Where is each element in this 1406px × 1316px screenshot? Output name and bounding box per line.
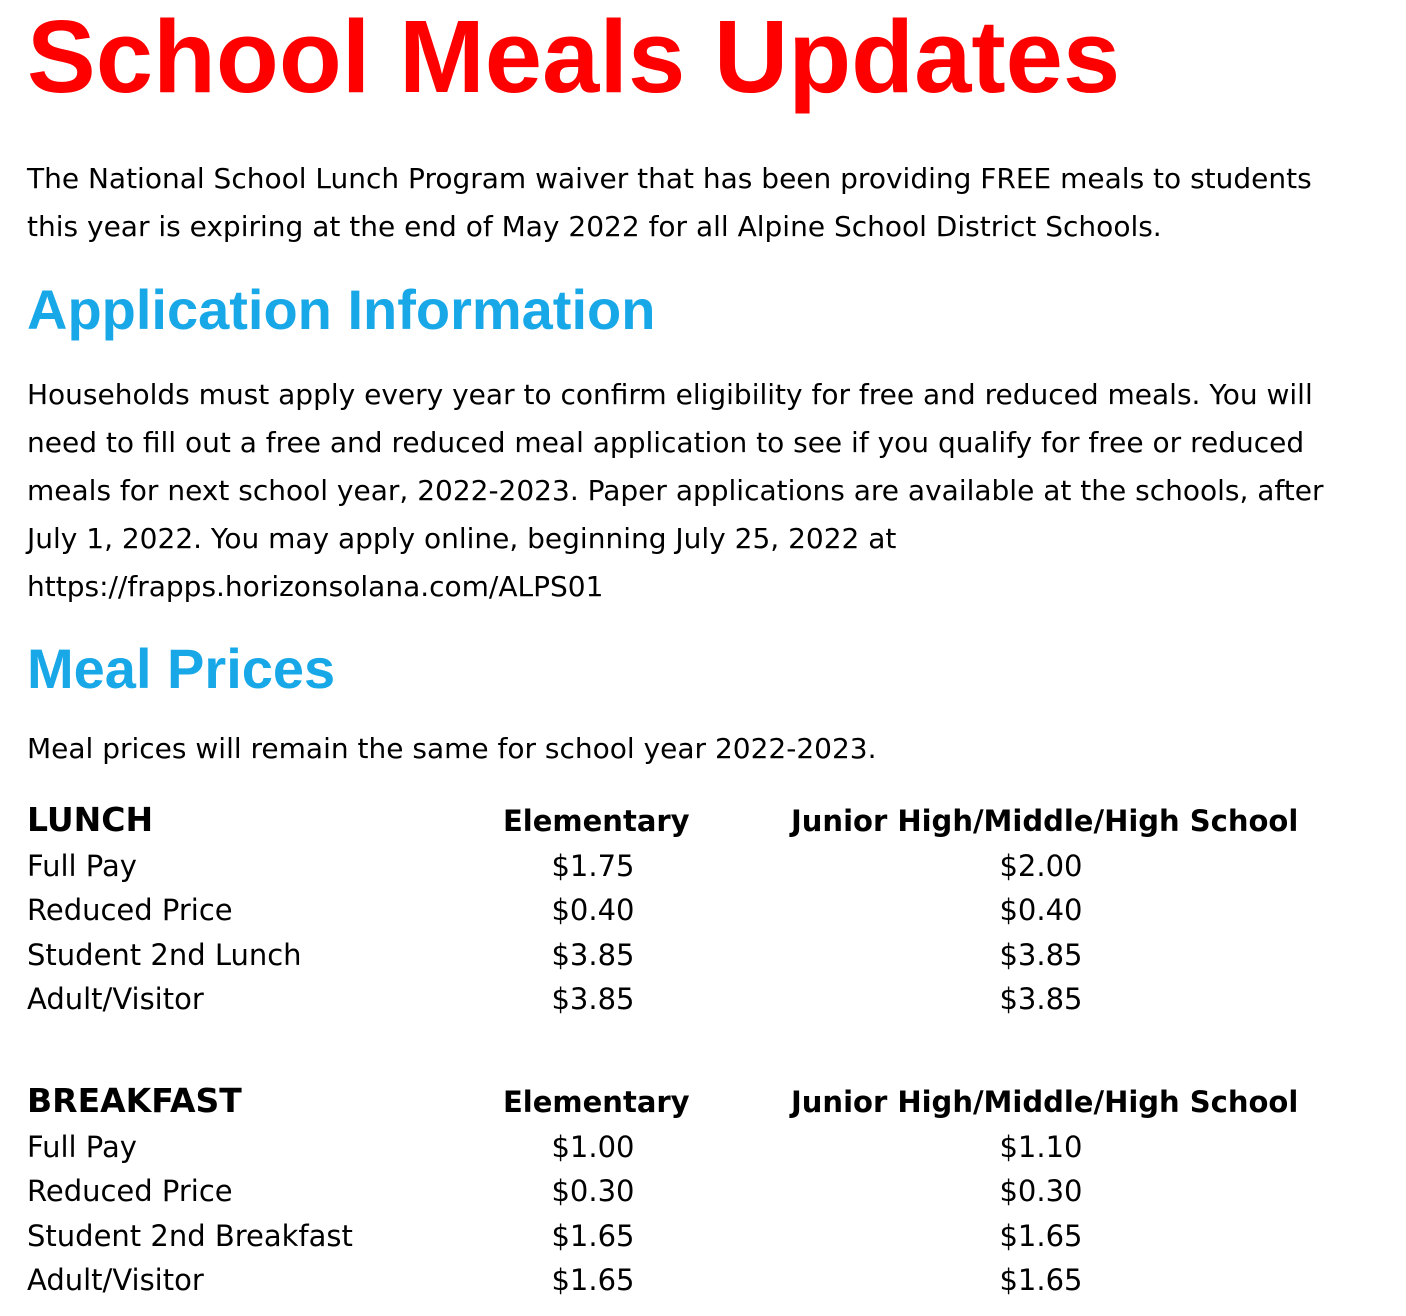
breakfast-header-row: [27, 1081, 1397, 1130]
row-label: Full Pay: [27, 848, 137, 883]
junior-high-price: $1.10: [999, 1129, 1083, 1164]
breakfast-elementary-header: Elementary: [503, 1085, 690, 1119]
meal-prices-note-text: Meal prices will remain the same for school year 2022-2023.: [27, 732, 877, 765]
table-row: [27, 893, 1397, 938]
table-row: [27, 982, 1397, 1027]
row-label: Reduced Price: [27, 1174, 233, 1208]
row-label: Full Pay: [27, 1129, 137, 1164]
lunch-header-row: [27, 800, 1397, 849]
row-label: Student 2nd Lunch: [27, 937, 302, 972]
row-label: Student 2nd Breakfast: [27, 1218, 353, 1253]
elementary-price: $1.00: [551, 1129, 635, 1164]
table-row: [27, 849, 1397, 894]
breakfast-junior-high-header: Junior High/Middle/High School: [791, 1085, 1299, 1119]
application-line: meals for next school year, 2022-2023. Paper applications are available at the schools, after: [27, 474, 1324, 507]
intro-line: this year is expiring at the end of May 2022 for all Alpine School District Schools.: [27, 210, 1162, 243]
application-paragraph: [27, 371, 1324, 611]
elementary-price: $1.75: [551, 848, 635, 883]
junior-high-price: $0.30: [999, 1174, 1083, 1208]
table-row: [27, 1174, 1397, 1219]
row-label: Adult/Visitor: [27, 982, 204, 1016]
breakfast-price-table: [27, 1081, 1397, 1308]
elementary-price: $3.85: [551, 937, 635, 972]
junior-high-price: $2.00: [999, 848, 1083, 883]
elementary-price: $1.65: [551, 1263, 635, 1297]
breakfast-label: BREAKFAST: [27, 1081, 242, 1120]
meal-prices-heading: Meal Prices: [27, 637, 336, 700]
elementary-price: $3.85: [551, 982, 635, 1016]
table-row: [27, 1263, 1397, 1308]
application-line: Households must apply every year to confirm eligibility for free and reduced meals. You will: [27, 378, 1313, 411]
lunch-junior-high-header: Junior High/Middle/High School: [791, 804, 1299, 838]
lunch-label: LUNCH: [27, 800, 154, 839]
junior-high-price: $0.40: [999, 893, 1083, 927]
application-url: https://frapps.horizonsolana.com/ALPS01: [27, 570, 604, 603]
lunch-elementary-header: Elementary: [503, 804, 690, 838]
row-label: Reduced Price: [27, 893, 233, 927]
elementary-price: $1.65: [551, 1218, 635, 1253]
row-label: Adult/Visitor: [27, 1263, 204, 1297]
table-row: [27, 938, 1397, 983]
application-heading: Application Information: [27, 278, 656, 341]
application-line: July 1, 2022. You may apply online, beginning July 25, 2022 at: [27, 522, 897, 555]
elementary-price: $0.40: [551, 893, 635, 927]
junior-high-price: $3.85: [999, 937, 1083, 972]
junior-high-price: $1.65: [999, 1263, 1083, 1297]
elementary-price: $0.30: [551, 1174, 635, 1208]
page-title: School Meals Updates: [27, 0, 1121, 114]
intro-line: The National School Lunch Program waiver that has been providing FREE meals to students: [27, 162, 1312, 195]
lunch-price-table: [27, 800, 1397, 1027]
application-line: need to fill out a free and reduced meal application to see if you qualify for free or reduced: [27, 426, 1305, 459]
junior-high-price: $1.65: [999, 1218, 1083, 1253]
table-row: [27, 1219, 1397, 1264]
table-row: [27, 1130, 1397, 1175]
intro-paragraph: [27, 155, 1312, 251]
junior-high-price: $3.85: [999, 982, 1083, 1016]
meal-prices-note: [27, 725, 876, 773]
